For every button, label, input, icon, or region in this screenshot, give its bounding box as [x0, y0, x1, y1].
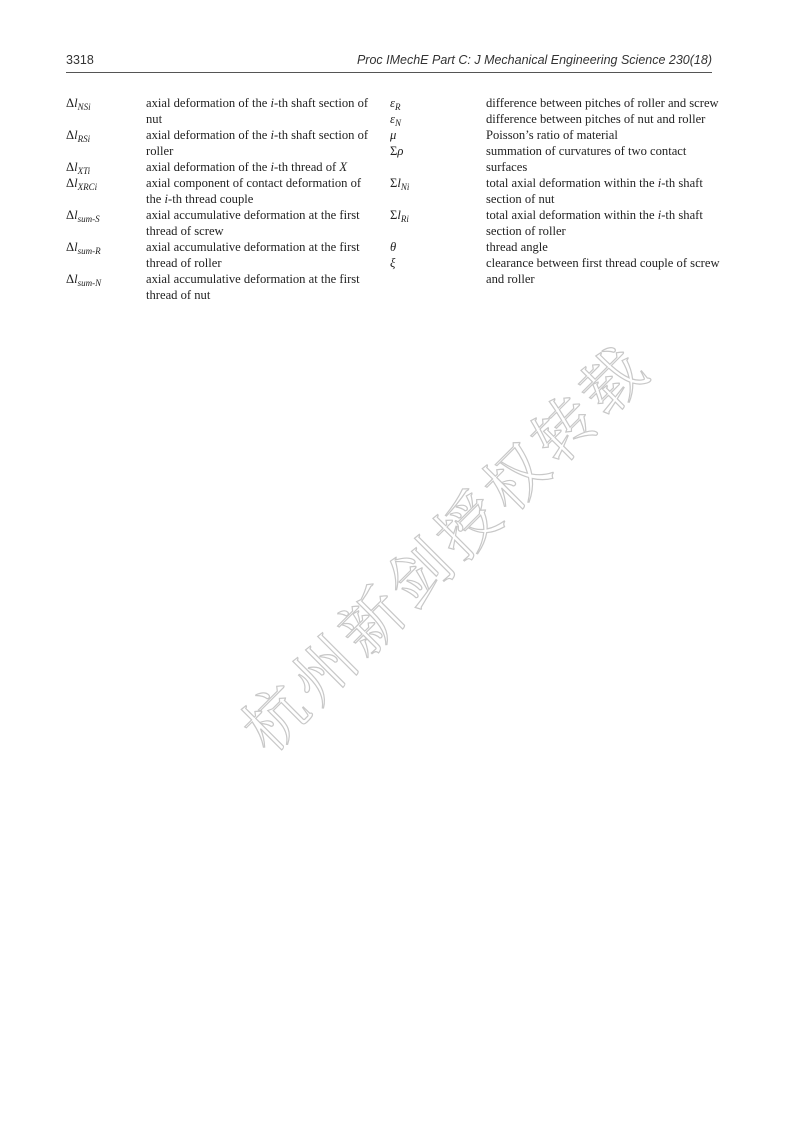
symbol-subscript: Ri — [400, 214, 409, 224]
symbol-operator: Σ — [390, 176, 398, 190]
symbol-base: μ — [390, 128, 397, 142]
description-text: -th shaft section of nut — [486, 176, 703, 206]
journal-citation: Proc IMechE Part C: J Mechanical Engineering Science 230(18) — [356, 53, 712, 67]
symbol-operator: Δ — [66, 240, 75, 254]
symbol-subscript: XRCi — [77, 182, 98, 192]
symbol-subscript: sum-R — [77, 246, 101, 256]
symbol-subscript: NSi — [77, 102, 91, 112]
nomenclature-entry — [390, 127, 720, 143]
description-text: axial component of contact deformation of the — [146, 176, 362, 206]
nomenclature-symbol — [390, 111, 486, 127]
symbol-operator: Δ — [66, 208, 75, 222]
nomenclature-symbol — [390, 175, 486, 207]
nomenclature-symbol — [390, 239, 486, 255]
symbol-base: l — [397, 176, 401, 190]
description-text: difference between pitches of nut and roller — [486, 112, 706, 126]
nomenclature-description — [486, 255, 720, 287]
nomenclature-symbol — [66, 207, 146, 239]
nomenclature-description — [486, 207, 720, 239]
description-text: axial accumulative deformation at the first thread of roller — [146, 240, 360, 270]
nomenclature-symbol — [66, 175, 146, 207]
description-text: axial deformation of the — [146, 128, 271, 142]
nomenclature-entry — [390, 175, 720, 207]
nomenclature-symbol — [66, 239, 146, 271]
symbol-base: ε — [390, 96, 395, 110]
nomenclature-entry — [390, 255, 720, 287]
description-math-variable: i — [270, 128, 274, 142]
nomenclature-description — [486, 143, 720, 175]
description-text: axial deformation of the — [146, 96, 271, 110]
page-header — [66, 53, 712, 71]
description-math-variable: i — [270, 160, 274, 174]
nomenclature-description — [146, 175, 376, 207]
symbol-base: l — [74, 176, 78, 190]
symbol-base: θ — [390, 240, 397, 254]
nomenclature-description — [146, 239, 376, 271]
description-math-variable: i — [270, 96, 274, 110]
nomenclature-entry — [390, 95, 720, 111]
description-text: axial deformation of the — [146, 160, 271, 174]
nomenclature-symbol — [66, 127, 146, 159]
nomenclature-description — [146, 159, 376, 175]
page-number: 3318 — [66, 53, 94, 67]
symbol-operator: Δ — [66, 272, 75, 286]
symbol-base: l — [74, 208, 78, 222]
description-text: -th shaft section of nut — [146, 96, 369, 126]
symbol-base: l — [74, 128, 78, 142]
header-rule — [66, 72, 712, 73]
description-text: -th thread couple — [168, 192, 254, 206]
nomenclature-entry — [66, 271, 376, 303]
nomenclature-symbol — [390, 255, 486, 287]
nomenclature-description — [486, 111, 720, 127]
nomenclature-entry — [390, 239, 720, 255]
description-text: difference between pitches of roller and screw — [486, 96, 719, 110]
description-text: -th shaft section of roller — [146, 128, 369, 158]
description-text: -th thread of — [274, 160, 340, 174]
symbol-operator: Δ — [66, 96, 75, 110]
nomenclature-symbol — [390, 95, 486, 111]
description-math-variable: i — [164, 192, 169, 206]
nomenclature-entry — [66, 207, 376, 239]
description-text: axial accumulative deformation at the first thread of nut — [146, 272, 360, 302]
nomenclature-entry — [66, 175, 376, 207]
symbol-subscript: N — [394, 118, 401, 128]
nomenclature-entry — [66, 239, 376, 271]
symbol-base: l — [397, 208, 401, 222]
nomenclature-description — [486, 127, 720, 143]
nomenclature-description — [146, 127, 376, 159]
description-math-variable: i — [657, 176, 662, 190]
nomenclature-entry — [390, 143, 720, 175]
nomenclature-description — [486, 95, 720, 111]
nomenclature-entry — [390, 207, 720, 239]
symbol-operator: Δ — [66, 176, 75, 190]
nomenclature-description — [486, 239, 720, 255]
symbol-base: ρ — [397, 144, 404, 158]
symbol-subscript: Ni — [400, 182, 410, 192]
nomenclature-entry — [390, 111, 720, 127]
nomenclature-left-column — [66, 95, 376, 303]
symbol-subscript: R — [394, 102, 401, 112]
nomenclature-description — [146, 271, 376, 303]
description-text: summation of curvatures of two contact surfaces — [486, 144, 687, 174]
description-text: thread angle — [486, 240, 548, 254]
symbol-base: l — [74, 96, 78, 110]
symbol-operator: Σ — [390, 208, 398, 222]
nomenclature-description — [146, 207, 376, 239]
nomenclature-entry — [66, 95, 376, 127]
description-text: axial accumulative deformation at the first thread of screw — [146, 208, 360, 238]
symbol-subscript: RSi — [77, 134, 91, 144]
symbol-base: ξ — [390, 256, 396, 270]
symbol-subscript: sum-N — [77, 278, 102, 288]
nomenclature-symbol — [66, 159, 146, 175]
description-math-variable: X — [339, 160, 348, 174]
symbol-operator: Δ — [66, 128, 75, 142]
description-text: clearance between first thread couple of screw and roller — [486, 256, 720, 286]
watermark: 杭州新剑授权转载 — [228, 329, 665, 767]
description-text: -th shaft section of roller — [486, 208, 703, 238]
nomenclature-symbol — [390, 127, 486, 143]
symbol-operator: Σ — [390, 144, 398, 158]
nomenclature-entry — [66, 127, 376, 159]
nomenclature-description — [486, 175, 720, 207]
nomenclature-symbol — [66, 271, 146, 303]
symbol-base: l — [74, 240, 78, 254]
description-text: total axial deformation within the — [486, 208, 658, 222]
nomenclature-symbol — [390, 207, 486, 239]
symbol-base: l — [74, 272, 78, 286]
description-text: Poisson’s ratio of material — [486, 128, 618, 142]
description-math-variable: i — [657, 208, 662, 222]
nomenclature-description — [146, 95, 376, 127]
nomenclature-symbol — [390, 143, 486, 175]
nomenclature-right-column — [390, 95, 720, 287]
symbol-base: ε — [390, 112, 395, 126]
nomenclature-entry — [66, 159, 376, 175]
description-text: total axial deformation within the — [486, 176, 658, 190]
symbol-subscript: sum-S — [77, 214, 100, 224]
symbol-base: l — [74, 160, 78, 174]
symbol-subscript: XTi — [77, 166, 91, 176]
nomenclature-symbol — [66, 95, 146, 127]
symbol-operator: Δ — [66, 160, 75, 174]
